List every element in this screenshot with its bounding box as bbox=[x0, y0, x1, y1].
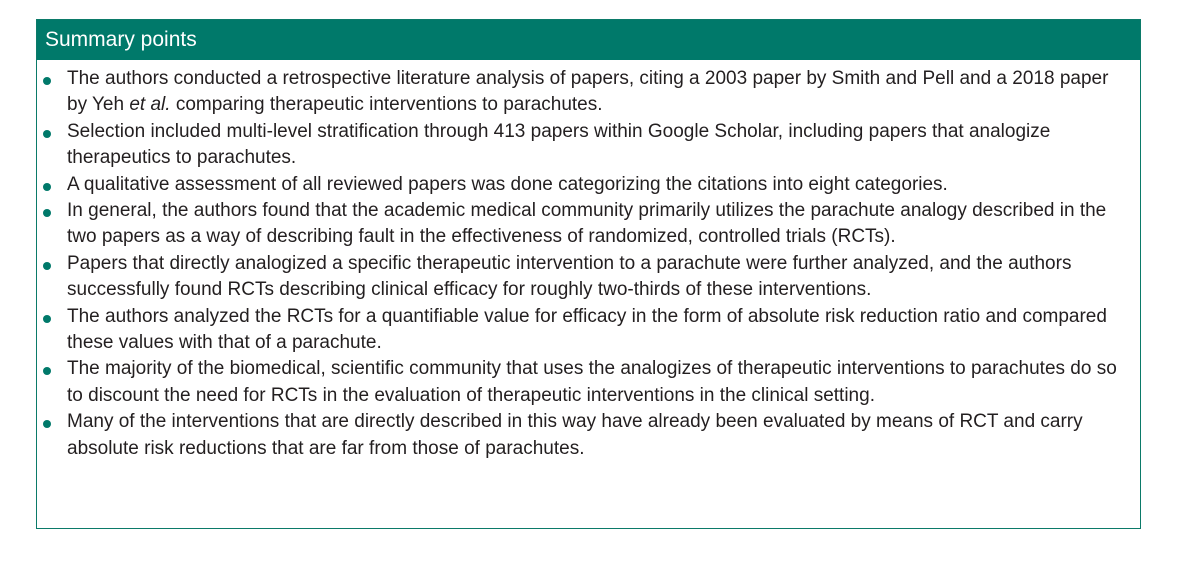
list-item bbox=[37, 356, 1130, 409]
list-item bbox=[37, 172, 1130, 198]
point-text: The authors analyzed the RCTs for a quantifiable value for efficacy in the form of absolute risk reduction ratio and compared these values with that of a parachute. bbox=[67, 305, 1107, 354]
bullet-icon bbox=[43, 262, 51, 270]
point-text: A qualitative assessment of all reviewed papers was done categorizing the citations into eight categories. bbox=[67, 173, 948, 195]
list-item bbox=[37, 119, 1130, 172]
bullet-icon bbox=[43, 315, 51, 323]
list-item bbox=[37, 304, 1130, 357]
list-item bbox=[37, 409, 1130, 462]
bullet-icon bbox=[43, 420, 51, 428]
summary-points-list bbox=[37, 60, 1140, 462]
summary-points-title: Summary points bbox=[37, 20, 1140, 60]
point-text: Papers that directly analogized a specific therapeutic intervention to a parachute were further analyzed, and the authors successfully found RCTs describing clinical efficacy for roughly two-thirds of these interventions. bbox=[67, 252, 1072, 301]
point-text-continued: comparing therapeutic interventions to parachutes. bbox=[170, 94, 603, 116]
point-text: Selection included multi-level stratification through 413 papers within Google Scholar, including papers that analogize therapeutics to parachutes. bbox=[67, 120, 1051, 169]
point-text: Many of the interventions that are directly described in this way have already been evaluated by means of RCT and carry absolute risk reductions that are far from those of parachutes. bbox=[67, 411, 1083, 459]
bullet-icon bbox=[43, 367, 51, 375]
point-text: The majority of the biomedical, scientific community that uses the analogizes of therapeutic interventions to parachutes do so to discount the need for RCTs in the evaluation of therapeutic interventions in the clinical setting. bbox=[67, 358, 1117, 406]
list-item bbox=[37, 198, 1130, 251]
point-text: The authors conducted a retrospective literature analysis of papers, citing a 2003 paper by Smith and Pell and a 2018 paper by Yeh bbox=[67, 68, 1109, 116]
bullet-icon bbox=[43, 209, 51, 217]
bullet-icon bbox=[43, 183, 51, 191]
point-text-italic: et al. bbox=[129, 94, 171, 116]
summary-points-box bbox=[36, 19, 1141, 529]
list-item bbox=[37, 251, 1130, 304]
point-text: In general, the authors found that the academic medical community primarily utilizes the parachute analogy described in the two papers as a way of describing fault in the effectiveness of randomized, controlled trials (RCTs). bbox=[67, 200, 1107, 248]
bullet-icon bbox=[43, 77, 51, 85]
list-item bbox=[37, 66, 1130, 119]
bullet-icon bbox=[43, 130, 51, 138]
